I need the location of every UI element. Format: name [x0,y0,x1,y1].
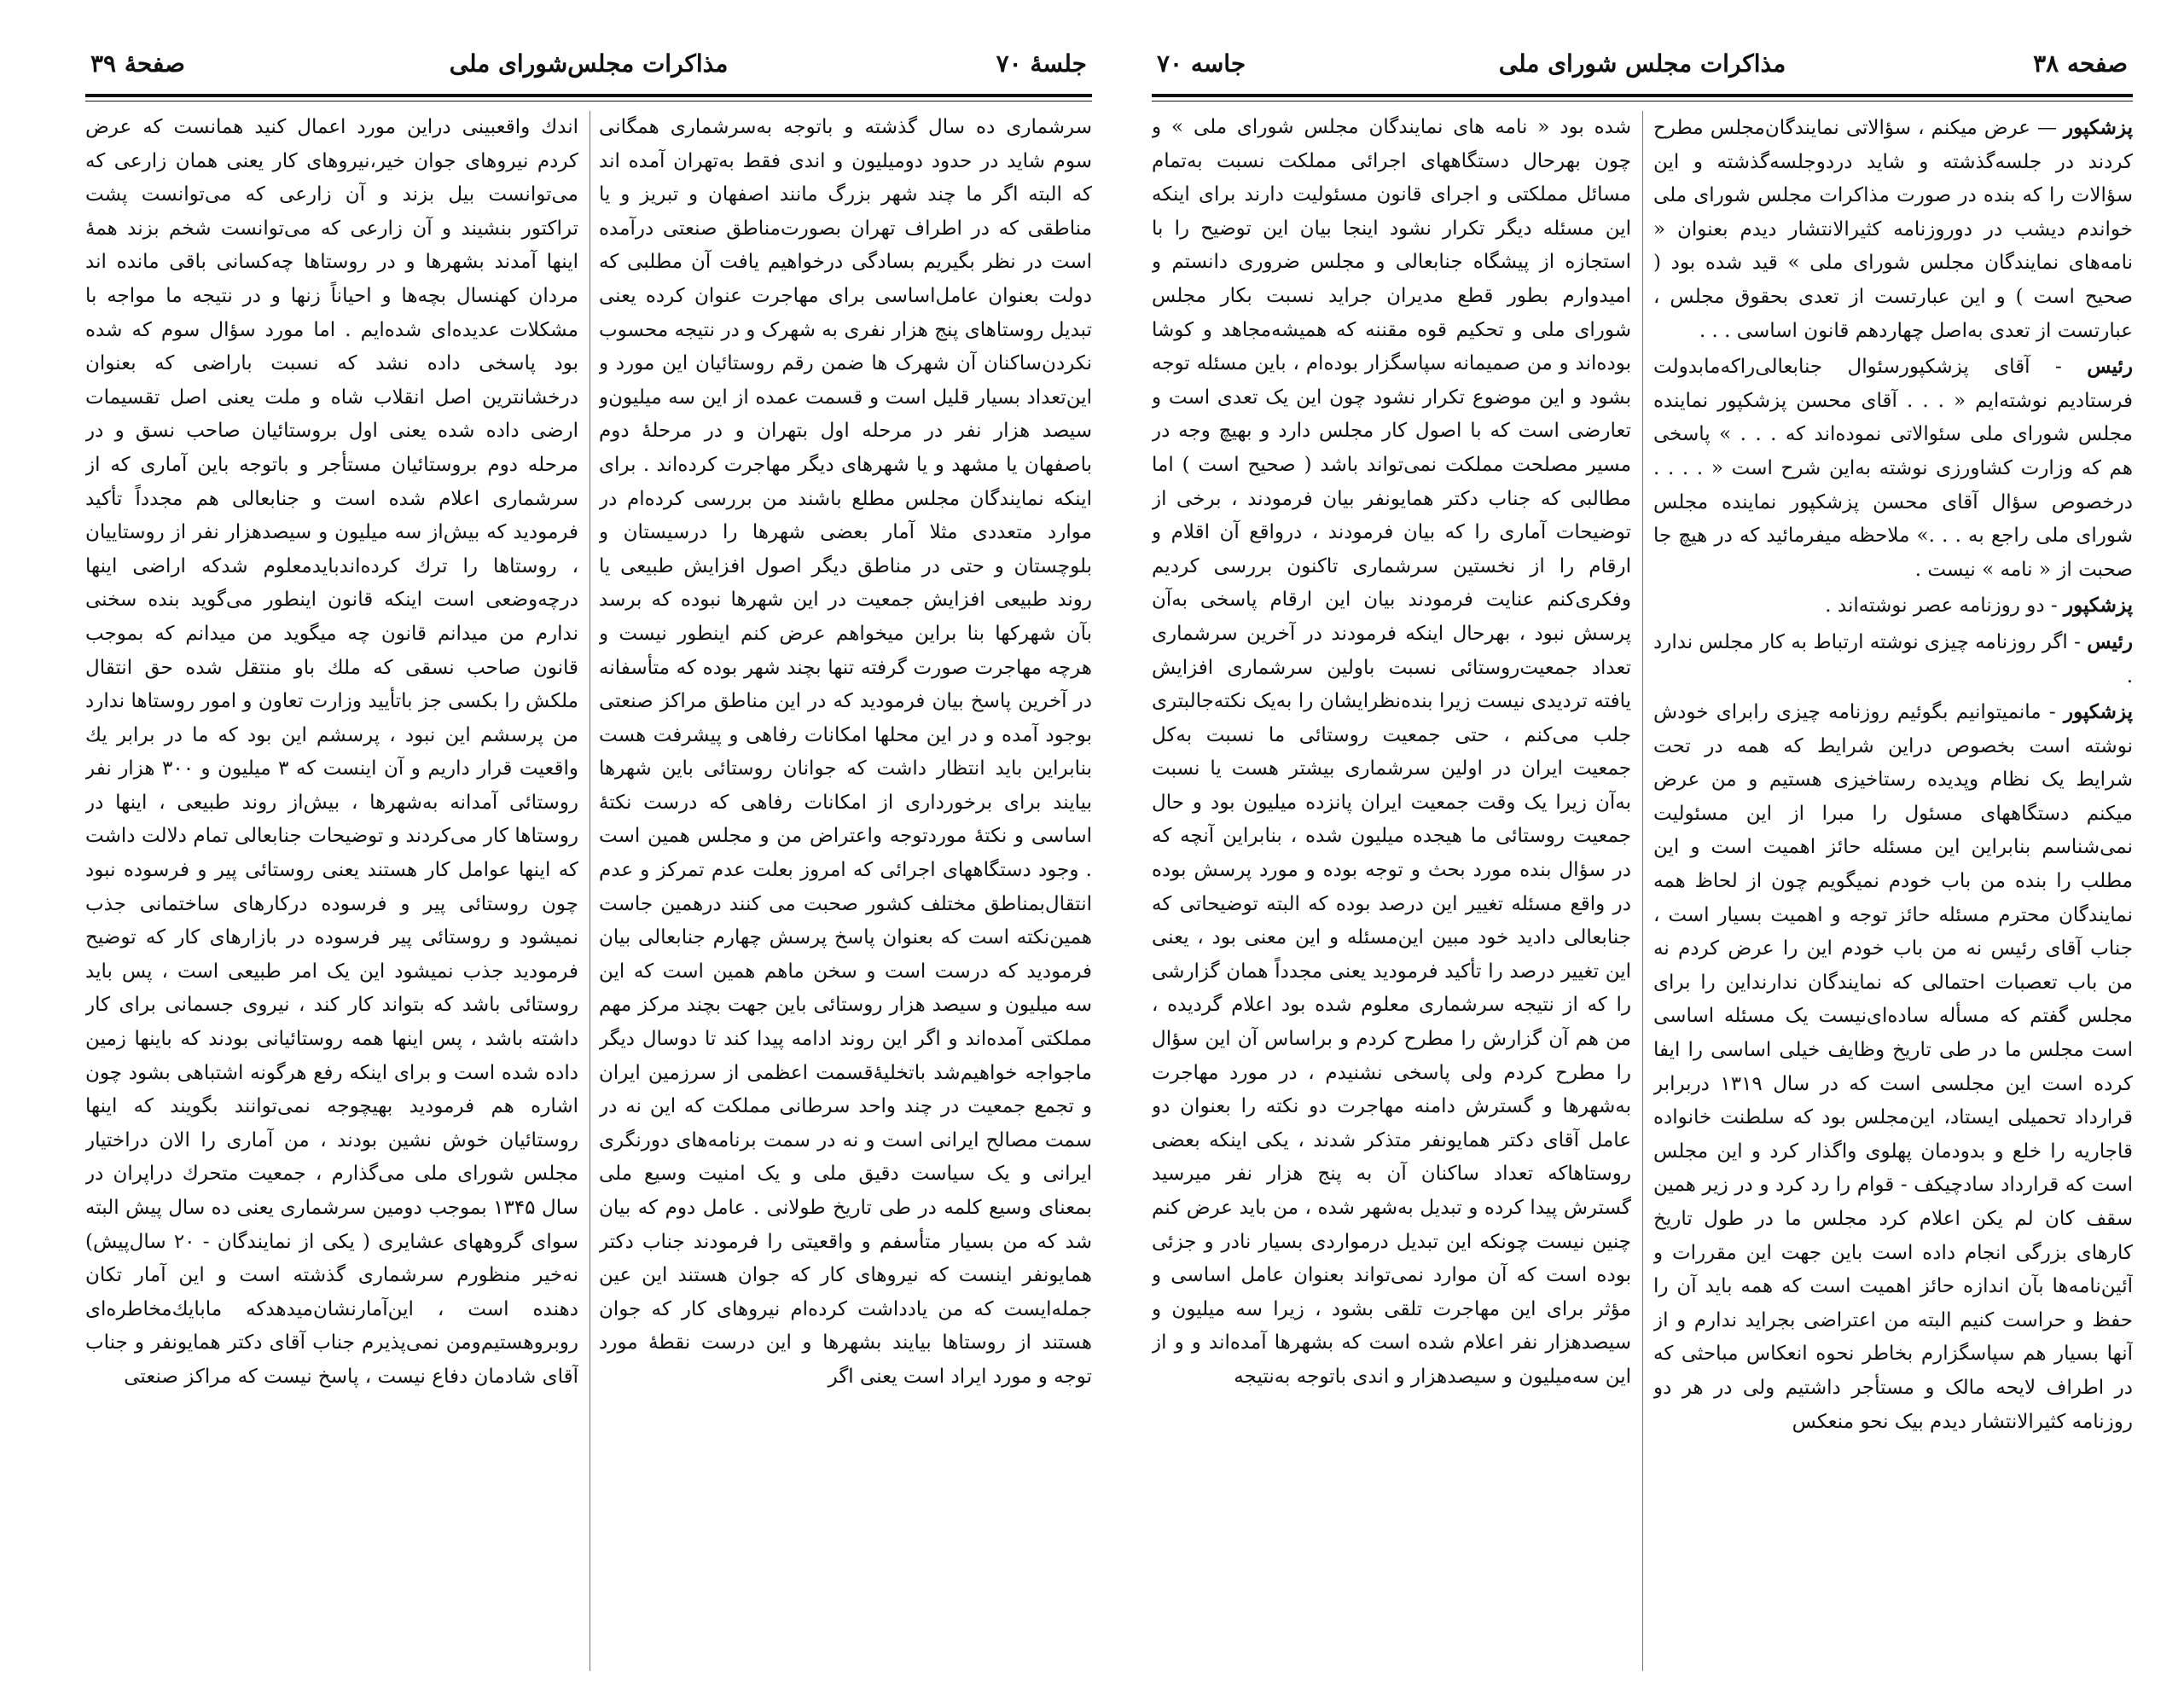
speech-text: — عرض میکنم ، سؤالاتی نمایندگان‌مجلس مطرح کردند در جلسه‌گذشته و شاید دردوجلسه‌گذشته و این سؤالات را که بنده در صورت مذاکرات مجلس شورای ملی خواندم دیشب در دوروزنامه کثیرالانتشار دیدم بعنوان « نامه‌های نمایندگان مجلس شورای ملی » قید شده بود ( صحیح است ) و این عبارتست از تعدی بحقوق مجلس ، عبارتست از تعدی به‌اصل چهاردهم قانون اساسی . . . [1653,117,2133,342]
speaker-name: رئیس [2087,355,2133,379]
right-page-columns [1152,111,2133,1671]
paragraph: شده بود « نامه های نمایندگان مجلس شورای ملی » و چون بهرحال دستگاههای اجرائی مملکت نسبت به‌تمام مسائل مملکتی و اجرای قانون مسئولیت دارند برای اینکه این مسئله دیگر تکرار نشود اینجا بیان این توضیح را با استجازه از پیشگاه جنابعالی و مجلس ضروری دانستم و امیدوارم بطور قطع مدیران جراید نسبت بکار مجلس شورای ملی و تحکیم قوه مقننه که همیشه‌مجاهد و کوشا بوده‌اند و من صمیمانه سپاسگزار بوده‌ام ، باین مسئله توجه بشود و این موضوع تکرار نشود چون این یک تعدی است و تعارضی است که با اصول کار مجلس دارد و بهیچ وجه در مسیر مصلحت مملکت نمی‌تواند باشد ( صحیح است ) اما مطالبی که جناب دکتر همایونفر بیان فرمودند ، برخی از توضیحات آماری را که بیان فرمودند ، درواقع آن اقلام و ارقام را از نخستین سرشماری تاکنون بررسی کردیم وفکری‌کنم عنایت فرمودند بیان این ارقام پاسخی به‌آن پرسش نبود ، بهرحال اینکه فرمودند در آخرین سرشماری تعداد جمعیت‌روستائی نسبت باولین سرشماری افزایش یافته تردیدی نیست زیرا بنده‌نظرایشان را به‌یک نکته‌جالبتری جلب می‌کنم ، حتی جمعیت روستائی ما نسبت به‌کل جمعیت ایران در اولین سرشماری بیشتر هست یا نسبت به‌آن زیرا یک وقت جمعیت ایران پانزده میلیون بود و حال جمعیت روستائی ما هیجده میلیون شده ، بنابراین آنچه که در سؤال بنده مورد بحث و توجه بوده و مورد پرسش بوده در واقع مسئله تغییر این درصد بوده که البته توضیحاتی که جنابعالی دادید خود مبین این‌مسئله و این معنی بود ، یعنی این تغییر درصد را تأکید فرمودید یعنی مجدداً همان گزارشی را که از نتیجه سرشماری معلوم شده بود اعلام گردیده ، من هم آن گزارش را مطرح کردم و براساس آن این سؤال را مطرح کردم ولی پاسخی نشنیدم ، در مورد مهاجرت به‌شهرها و گسترش دامنه مهاجرت دو نکته را بعنوان دو عامل آقای دکتر همایونفر متذکر شدند ، یکی اینکه بعضی روستاهاکه تعداد ساکنان آن به پنج هزار نفر میرسید گسترش پیدا کرده و تبدیل به‌شهر شده ، من باید عرض کنم چنین نیست چونکه این تبدیل درمواردی بسیار نادر و جزئی بوده است که آن موارد نمی‌تواند بعنوان عامل اساسی و مؤثر برای این مهاجرت تلقی بشود ، زیرا سه میلیون و سیصدهزار نفر اعلام شده است که بشهرها آمده‌اند و و از این سه‌میلیون و سیصدهزار و اندی باتوجه به‌نتیجه [1152,116,1631,1388]
speech-text: - آقای پزشکپور‌سئوال جنابعالی‌راکه‌مابدولت فرستادیم نوشته‌ایم « . . . آقای محسن پزشکپور نماینده مجلس شورای ملی سئوالاتی نموده‌اند که . . . » پاسخی هم که وزارت کشاورزی نوشته به‌این شرح است « . . . . درخصوص سؤال آقای محسن پزشکپور نماینده مجلس شورای ملی راجع به . . .» ملاحظه میفرمائید که در هیچ جا صحبت از « نامه » نیست . [1653,356,2133,581]
speaker-name: پزشکپور [2064,594,2133,618]
right-page [1152,0,2133,1688]
paragraph: سرشماری ده سال گذشته و باتوجه به‌سرشماری همگانی سوم شاید در حدود دومیلیون و اندی فقط به‌تهران آمده اند که البته اگر ما چند شهر بزرگ مانند اصفهان و تبریز و یا مناطقی که در اطراف تهران بصورت‌مناطق صنعتی درآمده است در نظر بگیریم بسادگی درخواهیم یافت آن مطلبی که دولت بعنوان عامل‌اساسی برای مهاجرت عنوان کرده یعنی تبدیل روستاهای پنج هزار نفری به شهرک و در نتیجه محسوب نکردن‌ساکنان آن شهرک ها ضمن رقم روستائیان این مورد و این‌تعداد بسیار قلیل است و قسمت عمده از این سه میلیون‌و سیصد هزار نفر در مرحله اول بتهران و در مرحلهٔ دوم باصفهان یا مشهد و یا شهرهای دیگر مهاجرت کرده‌اند . برای اینکه نمایندگان مجلس مطلع باشند من بررسی کرده‌ام در موارد متعددی مثلا آمار بعضی شهرها را درسیستان و بلوچستان و حتی در مناطق دیگر اصول افزایش طبیعی یا روند طبیعی افزایش جمعیت در این شهرها نبوده که برسد بآن شهرکها بنا براین میخواهم عرض کنم اینطور نیست و هرچه مهاجرت صورت گرفته تنها بچند شهر بوده که متأسفانه در آخرین پاسخ بیان فرمودید که در این مناطق مراکز صنعتی بوجود آمده و در این محلها امکانات رفاهی و پیشرفت هست بنابراین باید انتظار داشت که جوانان روستائی باین شهرها بیایند برای برخورداری از امکانات رفاهی که درست نکتهٔ اساسی و نکتهٔ موردتوجه واعتراض من و مجلس همین است . وجود دستگاههای اجرائی که امروز بعلت عدم تمرکز و عدم انتقال‌بمناطق مختلف کشور صحبت می کنند درهمین جاست همین‌نکته است که بعنوان پاسخ پرسش چهارم جنابعالی بیان فرمودید که درست است و سخن ماهم همین است که این سه میلیون و سیصد هزار روستائی باین جهت بچند مرکز مهم مملکتی آمده‌اند و اگر این روند ادامه پیدا کند تا دوسال دیگر ماجواجه خواهیم‌شد باتخلیهٔ‌قسمت اعظمی از سرزمین ایران و تجمع جمعیت در چند واحد سرطانی مملکت که این نه در سمت مصالح ایرانی است و نه در سمت برنامه‌های دورنگری ایرانی و یک سیاست دقیق ملی و یک امنیت وسیع ملی بمعنای وسیع کلمه در طی تاریخ طولانی . عامل دوم که بیان شد که من بسیار متأسفم و واقعیتی را فرمودند جناب دکتر همایونفر اینست که نیروهای کار که جوان هستند این عین جمله‌ایست که من یادداشت کرده‌ام نیروهای کار که جوان هستند از روستاها بیایند بشهرها و این درست نقطهٔ مورد توجه و مورد ایراد است یعنی اگر [599,116,1092,1388]
right-page-header [1152,44,2133,87]
session-number: جلسهٔ ۷۰ [996,49,1087,78]
header-rule-thin [85,101,1092,102]
left-page [85,0,1092,1688]
speech-text: - اگر روزنامه چیزی نوشته ارتباط به کار مجلس ندارد . [1653,630,2133,687]
speaker-name: پزشکپور [2064,700,2133,724]
left-page-columns [85,111,1092,1671]
page-title: مذاکرات مجلس شورای ملی [1498,49,1786,78]
page-number: صفحه ۳۸ [2033,49,2128,78]
header-rule-thick [1152,94,2133,97]
speech-paragraph [1653,350,2133,587]
header-rule-thick [85,94,1092,97]
column-divider [1642,111,1643,1671]
speech-paragraph [1653,695,2133,1439]
text-column-right [1653,111,2133,1671]
speech-text: - دو روزنامه عصر نوشته‌اند . [1825,595,2064,618]
header-rule-thin [1152,101,2133,102]
speech-paragraph [1653,625,2133,693]
text-column-left [85,111,578,1671]
page-number: صفحهٔ ۳۹ [90,49,185,78]
speech-text: - مانمیتوانیم بگوئیم روزنامه چیزی رابرای خودش نوشته است بخصوص دراین شرایط که همه در تحت شرایط یک نظام وپدیده رستاخیزی هستیم و من عرض میکنم دستگاههای مسئول را مبرا از این مسئولیت نمی‌شناسم بنابراین این مسئله حائز اهمیت است و این مطلب را بنده من باب خودم نمیگویم چون از لحاظ همه نمایندگان محترم مسئله حائز توجه و اهمیت بسیار است ، جناب آقای رئیس نه من باب خودم این را عرض کردم نه من باب تعصبات احتمالی که نمایندگان ندارنداین را برای مجلس گفتم که مسأله ساده‌ای‌نیست یک مسئله اساسی است مجلس ما در طی تاریخ وظایف خیلی اساسی را ایفا کرده است این مجلسی است که در سال ۱۳۱۹ دربرابر قرارداد تحمیلی ایستاد، این‌مجلس بود که سلطنت خانواده قاجاریه را خلع و بدودمان پهلوی واگذار کرد و این مجلس است که قرارداد سادچیکف - قوام را رد کرد و در زیر همین سقف کان لم یکن اعلام کرد مجلس ما در طول تاریخ کارهای بزرگی انجام داده است باین جهت این مقررات و آئین‌نامه‌ها بآن اندازه حائز اهمیت است که همه باید آن را حفظ و حراست کنیم البته من اعتراضی بجراید ندارم و از آنها بسیار هم سپاسگزارم بخاطر نحوه انعکاس مباحثی که در اطراف لایحه مالک و مستأجر داشتیم ولی در هر دو روزنامه کثیرالانتشار دیدم بیک نحو منعکس [1653,701,2133,1433]
speaker-name: رئیس [2087,629,2133,653]
page-title: مذاکرات مجلس‌شورای ملی [449,49,729,78]
speech-paragraph [1653,589,2133,624]
paragraph: اندك واقعبینی دراین مورد اعمال کنید همانست که عرض کردم نیروهای جوان خیر،نیروهای کار یعنی همان زارعی که می‌توانست بیل بزند و آن زارعی که می‌توانست پشت تراکتور بنشیند و آن زارعی که می‌توانست شخم بزند همهٔ اینها آمدند بشهرها و در روستاها چه‌کسانی باقی مانده اند مردان کهنسال بچه‌ها و احیاناً زنها و در نتیجه ما مواجه با مشکلات عدیده‌ای شده‌ایم . اما مورد سؤال سوم که شده بود پاسخی داده نشد که نسبت باراضی که بعنوان درخشانترین اصل انقلاب شاه و ملت یعنی اصل تقسیمات ارضی داده شده یعنی اول بروستائیان صاحب نسق و در مرحله دوم بروستائیان مستأجر و باتوجه باین آماری که از سرشماری اعلام شده است و جنابعالی هم مجدداً تأکید فرمودید که بیش‌از سه میلیون و سیصدهزار نفر از روستاییان ، روستاها را ترك کرده‌اند‌بایدمعلوم شدکه اراضی اینها درچه‌وضعی است اینکه قانون اینطور می‌گوید بنده سخنی ندارم من میدانم قانون چه میگوید من میدانم که بموجب قانون صاحب نسقی که ملك باو منتقل شده حق انتقال ملکش را بکسی جز باتأیید وزارت تعاون و امور روستاها ندارد من پرسشم این نبود ، پرسشم این بود که ما در برابر یك واقعیت قرار داریم و آن اینست که ۳ میلیون و ۳۰۰ هزار نفر روستائی آمدانه به‌شهرها ، بیش‌از روند طبیعی ، اینها در روستاها کار می‌کردند و توضیحات جنابعالی تمام دلالت داشت که اینها عوامل کار هستند یعنی روستائی پیر و فرسوده نبود چون روستائی پیر و فرسوده درکارهای ساختمانی جذب نمیشود و روستائی پیر فرسوده در بازارهای کار که توضیح فرمودید جذب نمیشود این یک امر طبیعی است ، پس باید روستائی باشد که بتواند کار کند ، نیروی جسمانی برای کار داشته باشد ، پس اینها همه روستائیانی بودند که باینها زمین داده شده است و برای اینکه رفع هرگونه اشتباهی بشود چون اشاره هم فرمودید بهیچوجه نمی‌توانند بگویند که اینها روستائیان خوش نشین بودند ، من آماری را الان دراختیار مجلس شورای ملی می‌گذارم ، جمعیت متحرك دراپران در سال ۱۳۴۵ بموجب دومین سرشماری یعنی ده سال پیش البته سوای گروههای عشایری ( یکی از نمایندگان - ۲۰ سال‌پیش) نه‌خیر منظورم سرشماری گذشته است و این آمار تکان دهنده است ، این‌آمارنشان‌میدهدکه مابایك‌مخاطره‌ای روبروهستیم‌ومن نمی‌پذیرم جناب آقای دکتر همایونفر و جناب آقای شادمان دفاع نیست ، پاسخ نیست که مراکز صنعتی [85,116,578,1388]
speech-paragraph [1653,111,2133,348]
text-column-right [599,111,1092,1671]
left-page-header [85,44,1092,87]
text-column-left [1152,111,1631,1671]
speaker-name: پزشکپور [2064,116,2133,139]
session-number: جاسه ۷۰ [1157,49,1246,78]
